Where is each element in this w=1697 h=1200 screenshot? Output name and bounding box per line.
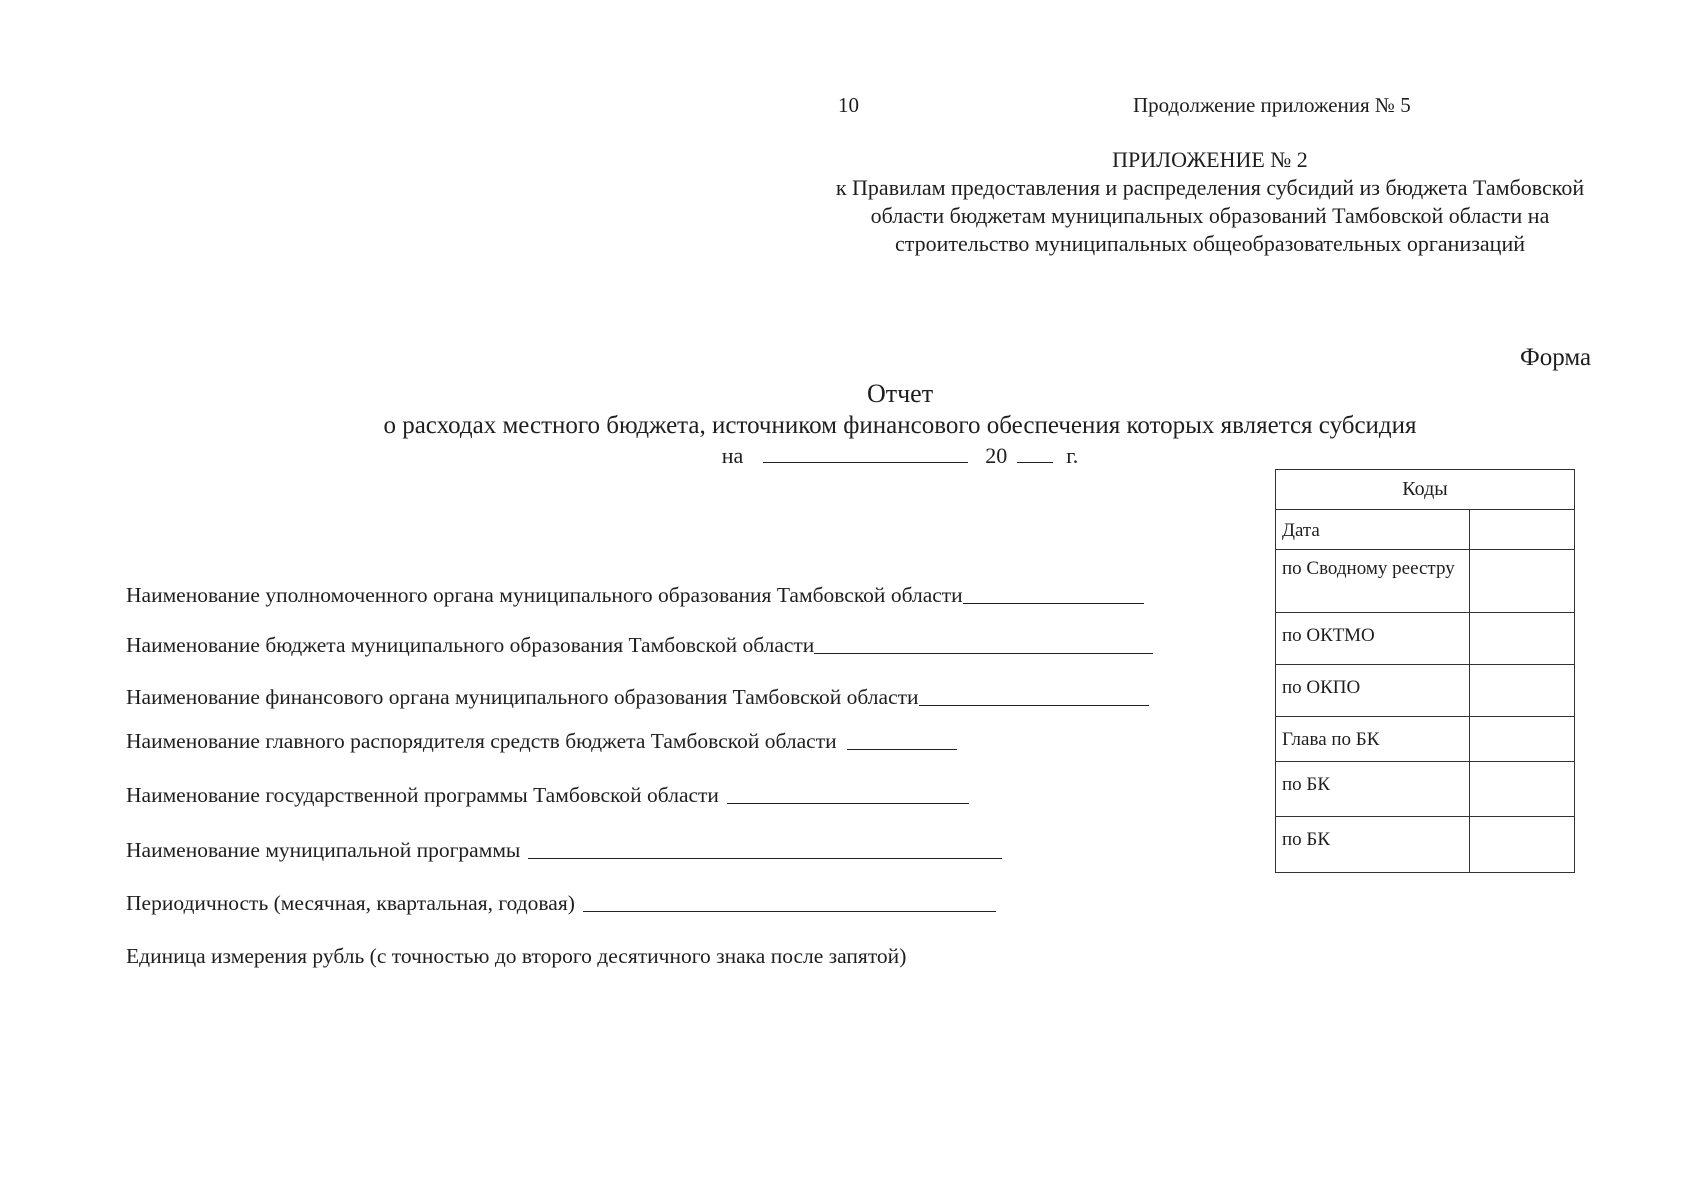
field-municipal-program (126, 838, 1002, 863)
field-blank[interactable] (814, 635, 1153, 654)
field-blank[interactable] (847, 731, 957, 750)
code-value-cell[interactable] (1470, 762, 1575, 817)
date-prefix: на (721, 443, 744, 468)
date-blank[interactable] (763, 444, 968, 463)
year-blank[interactable] (1017, 444, 1053, 463)
field-blank[interactable] (583, 893, 996, 912)
appendix-line: строительство муниципальных общеобразовательных организаций (894, 231, 1525, 256)
appendix-title: ПРИЛОЖЕНИЕ № 2 (1112, 147, 1308, 172)
code-label-okpo: по ОКПО (1276, 665, 1470, 717)
code-value-cell[interactable] (1470, 717, 1575, 762)
field-label: Наименование государственной программы Тамбовской области (126, 783, 719, 807)
field-blank[interactable] (963, 585, 1144, 604)
table-row (1276, 665, 1575, 717)
date-suffix: г. (1066, 443, 1079, 468)
appendix-line: к Правилам предоставления и распределения субсидий из бюджета Тамбовской (835, 175, 1585, 200)
code-label-oktmo: по ОКТМО (1276, 613, 1470, 665)
table-row (1276, 613, 1575, 665)
field-label: Периодичность (месячная, квартальная, годовая) (126, 891, 575, 915)
table-row (1276, 717, 1575, 762)
table-row (1276, 817, 1575, 873)
field-chief-administrator (126, 729, 957, 754)
field-label: Наименование уполномоченного органа муниципального образования Тамбовской области (126, 583, 963, 607)
field-finance-body (126, 685, 1149, 710)
form-label: Форма (1520, 344, 1592, 371)
field-label: Наименование бюджета муниципального образования Тамбовской области (126, 633, 815, 657)
code-label-date: Дата (1276, 510, 1470, 550)
report-subtitle: о расходах местного бюджета, источником финансового обеспечения которых является субсидия (383, 412, 1417, 439)
code-label-bk: по БК (1276, 817, 1470, 873)
field-state-program (126, 783, 969, 808)
field-label: Наименование муниципальной программы (126, 838, 521, 862)
table-row (1276, 762, 1575, 817)
report-date-line (250, 442, 1550, 470)
codes-header-row (1276, 470, 1575, 510)
codes-table (1275, 469, 1575, 873)
field-blank[interactable] (528, 840, 1002, 859)
date-year-prefix: 20 (985, 443, 1008, 468)
table-row (1276, 550, 1575, 613)
code-value-cell[interactable] (1470, 817, 1575, 873)
report-title: Отчет (866, 379, 934, 408)
field-budget-name (126, 633, 1153, 658)
code-value-cell[interactable] (1470, 613, 1575, 665)
field-blank[interactable] (727, 785, 969, 804)
appendix-line: области бюджетам муниципальных образований Тамбовской области на (870, 203, 1550, 228)
report-title-block (250, 378, 1550, 470)
table-row (1276, 510, 1575, 550)
code-label-bk: по БК (1276, 762, 1470, 817)
code-value-cell[interactable] (1470, 550, 1575, 613)
code-value-cell[interactable] (1470, 510, 1575, 550)
code-label-chapter-bk: Глава по БК (1276, 717, 1470, 762)
continuation-note: Продолжение приложения № 5 (1133, 93, 1411, 117)
field-authorized-body (126, 583, 1144, 608)
field-label: Единица измерения рубль (с точностью до второго десятичного знака после запятой) (126, 944, 907, 968)
codes-header: Коды (1276, 470, 1575, 510)
field-label: Наименование финансового органа муниципального образования Тамбовской области (126, 685, 919, 709)
field-blank[interactable] (919, 687, 1149, 706)
code-value-cell[interactable] (1470, 665, 1575, 717)
appendix-block (790, 146, 1630, 258)
page-number: 10 (838, 93, 859, 117)
field-label: Наименование главного распорядителя средств бюджета Тамбовской области (126, 729, 837, 753)
code-label-registry: по Сводному реестру (1276, 550, 1470, 613)
field-unit (126, 944, 906, 969)
field-periodicity (126, 891, 996, 916)
